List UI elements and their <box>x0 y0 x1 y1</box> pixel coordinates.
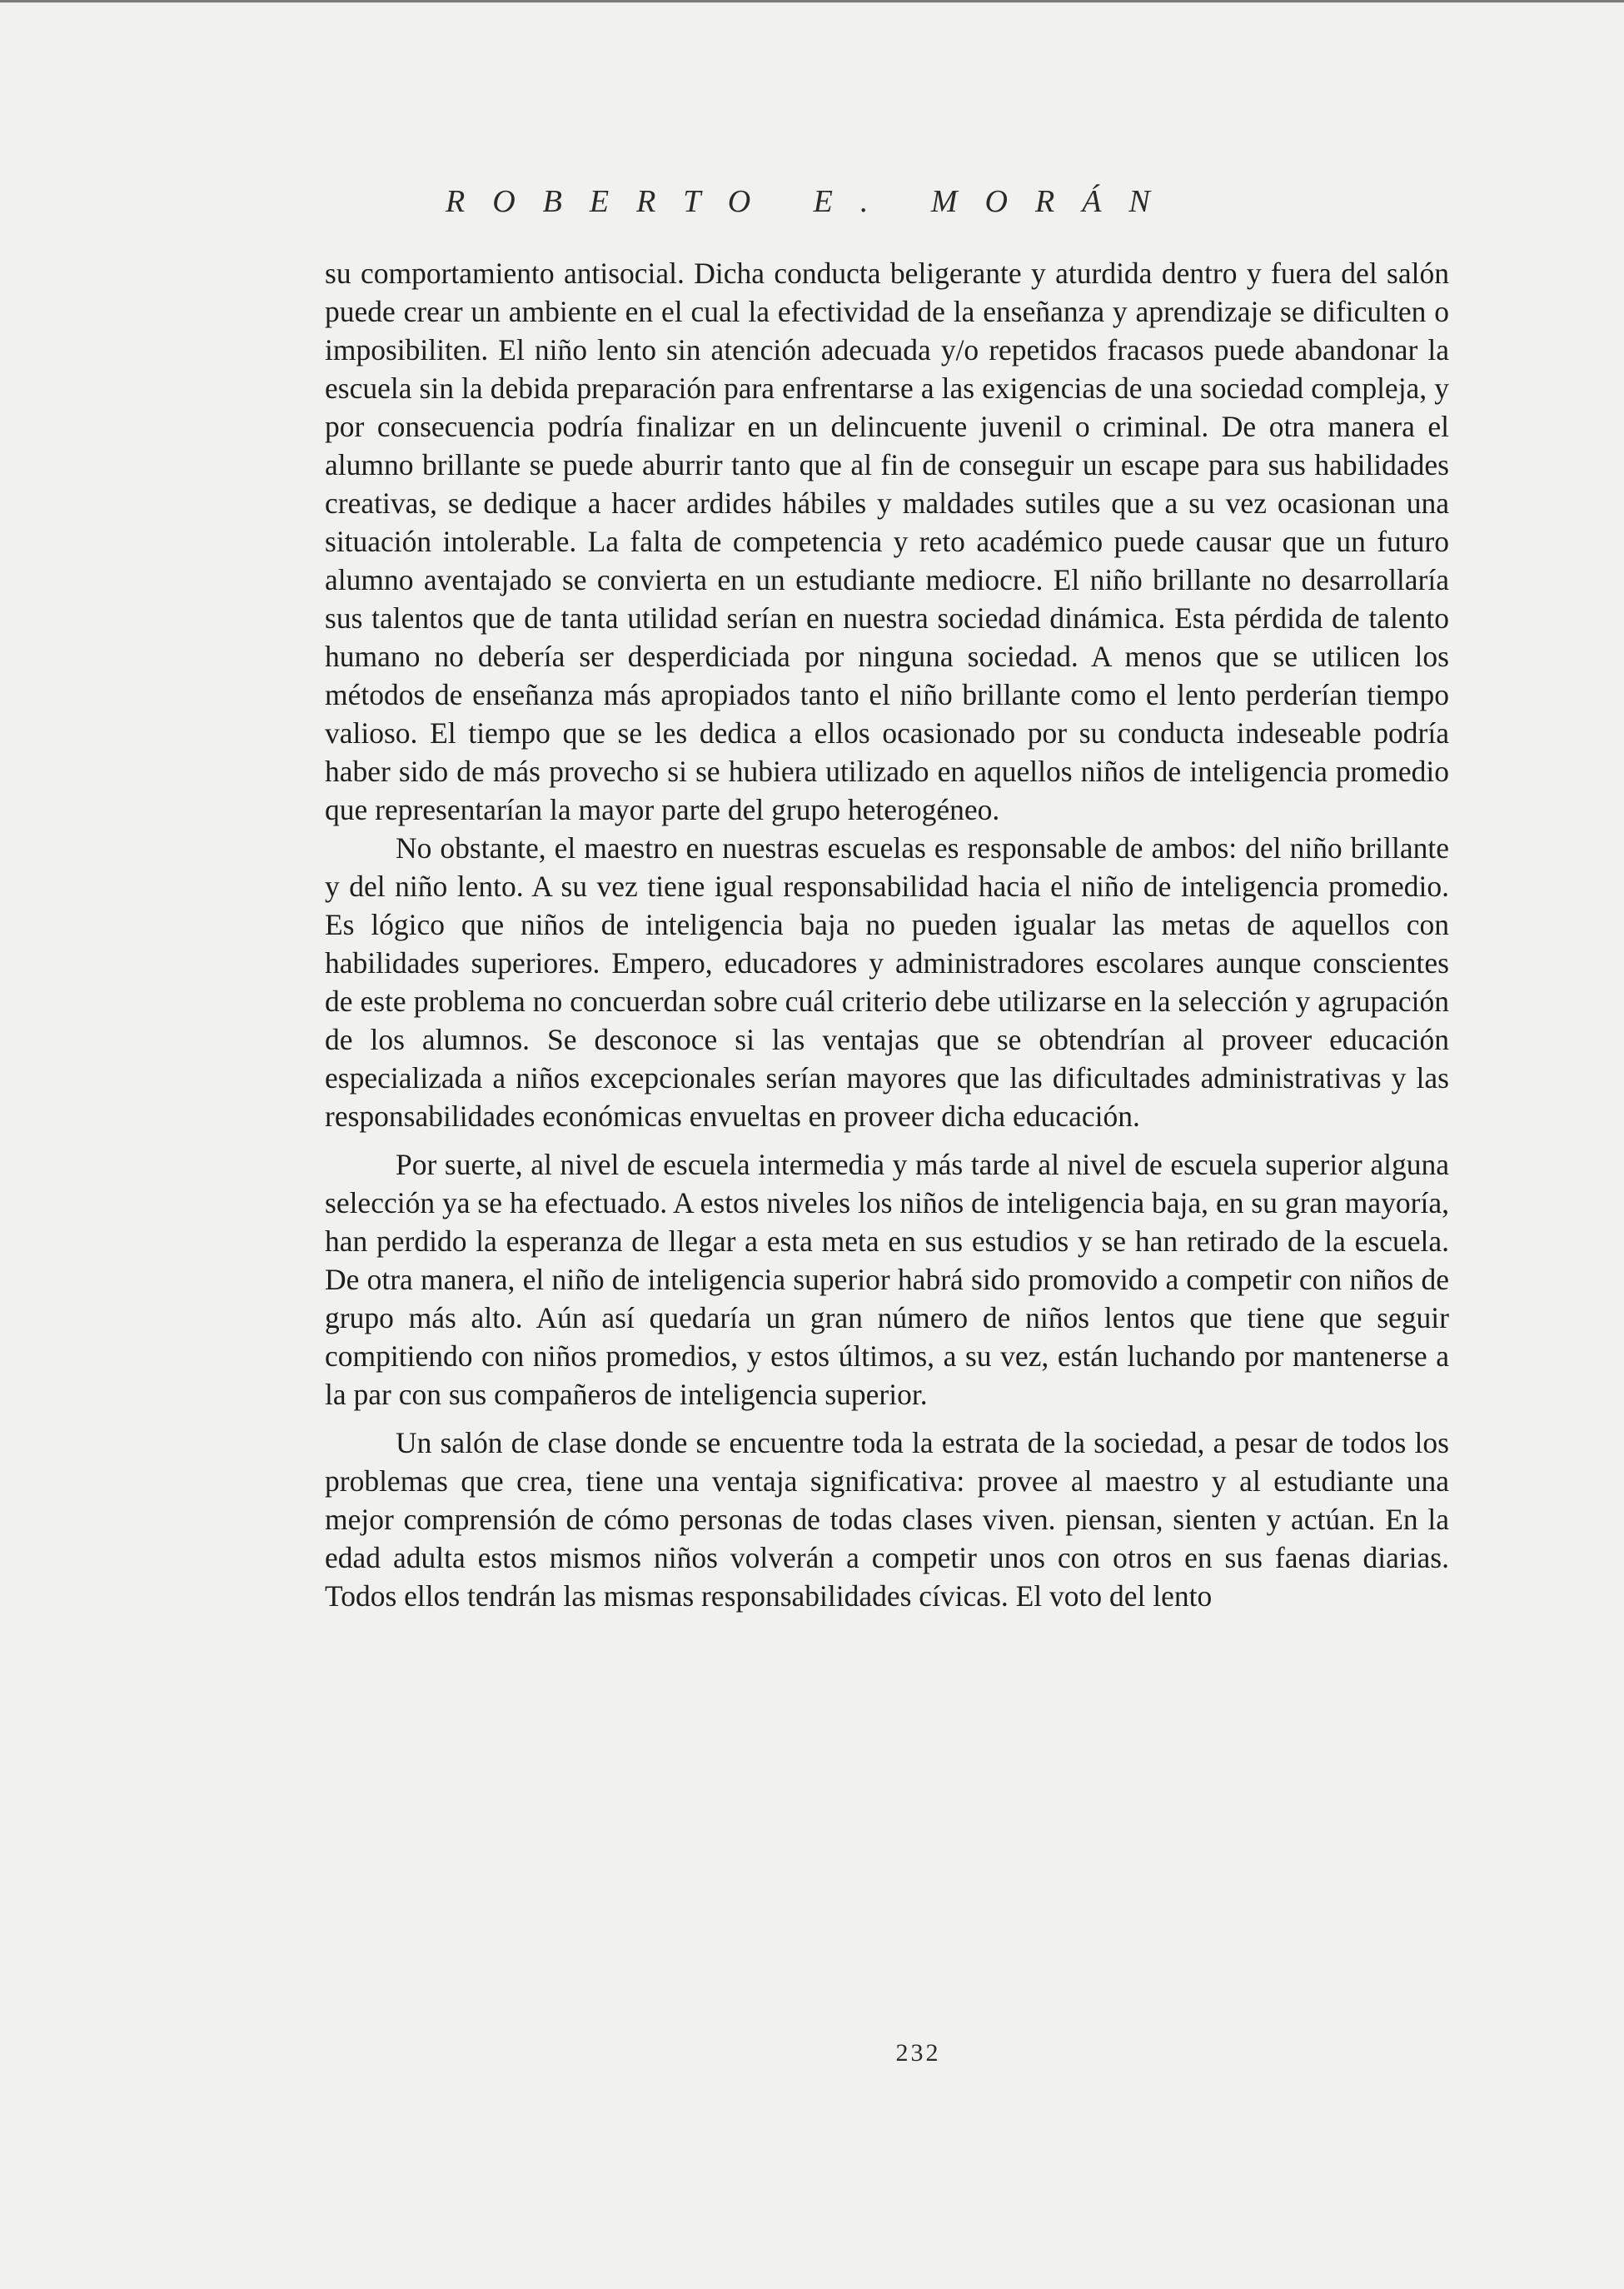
page-number: 232 <box>895 2039 941 2067</box>
paragraph-1: su comportamiento antisocial. Dicha conducta beligerante y aturdida dentro y fuera del salón puede crear un ambiente en el cual la efectividad de la enseñanza y aprendizaje se dificulten o imposibiliten. El niño lento sin atención adecuada y/o repetidos fracasos puede abandonar la escuela sin la debida preparación para enfrentarse a las exigencias de una sociedad compleja, y por consecuencia podría finalizar en un delincuente juvenil o criminal. De otra manera el alumno brillante se puede aburrir tanto que al fin de conseguir un escape para sus habilidades creativas, se dedique a hacer ardides hábiles y maldades sutiles que a su vez ocasionan una situación intolerable. La falta de competencia y reto académico puede causar que un futuro alumno aventajado se convierta en un estudiante mediocre. El niño brillante no desarrollaría sus talentos que de tanta utilidad serían en nuestra sociedad dinámica. Esta pérdida de talento humano no debería ser desperdiciada por ninguna sociedad. A menos que se utilicen los métodos de enseñanza más apropiados tanto el niño brillante como el lento perderían tiempo valioso. El tiempo que se les dedica a ellos ocasionado por su conducta indeseable podría haber sido de más provecho si se hubiera utilizado en aquellos niños de inteligencia promedio que representarían la mayor parte del grupo heterogéneo. <box>325 257 1449 826</box>
paragraph-2: No obstante, el maestro en nuestras escuelas es responsable de ambos: del niño brillante y del niño lento. A su vez tiene igual responsabilidad hacia el niño de inteligencia promedio. Es lógico que niños de inteligencia baja no pueden igualar las metas de aquellos con habilidades superiores. Empero, educadores y administradores escolares aunque conscientes de este problema no concuerdan sobre cuál criterio debe utilizarse en la selección y agrupación de los alumnos. Se desconoce si las ventajas que se obtendrían al proveer educación especializada a niños excepcionales serían mayores que las dificultades administrativas y las responsabilidades económicas envueltas en proveer dicha educación. <box>325 831 1449 1133</box>
paragraph-3: Por suerte, al nivel de escuela intermedia y más tarde al nivel de escuela superior alguna selección ya se ha efectuado. A estos niveles los niños de inteligencia baja, en su gran mayoría, han perdido la esperanza de llegar a esta meta en sus estudios y se han retirado de la escuela. De otra manera, el niño de inteligencia superior habrá sido promovido a competir con niños de grupo más alto. Aún así quedaría un gran número de niños lentos que tiene que seguir compitiendo con niños promedios, y estos últimos, a su vez, están luchando por mantenerse a la par con sus compañeros de inteligencia superior. <box>325 1148 1449 1411</box>
body-text <box>325 254 1449 1615</box>
paragraph-4: Un salón de clase donde se encuentre toda la estrata de la sociedad, a pesar de todos los problemas que crea, tiene una ventaja significativa: provee al maestro y al estudiante una mejor comprensión de cómo personas de todas clases viven. piensan, sienten y actúan. En la edad adulta estos mismos niños volverán a competir unos con otros en sus faenas diarias. Todos ellos tendrán las mismas responsabilidades cívicas. El voto del lento <box>325 1426 1449 1613</box>
running-head: ROBERTO E. MORÁN <box>446 184 1178 219</box>
page-edge-rule <box>0 0 1624 2</box>
